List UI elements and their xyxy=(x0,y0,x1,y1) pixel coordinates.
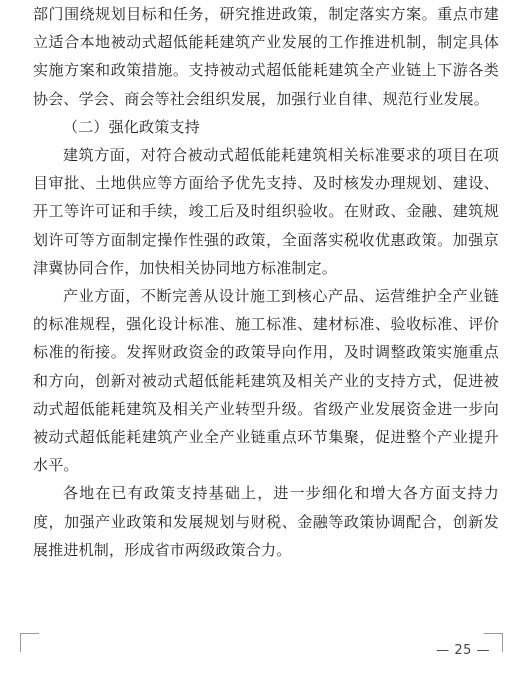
paragraph-2: 建筑方面，对符合被动式超低能耗建筑相关标准要求的项目在项目审批、土地供应等方面给予优先支持、及时核发办理规划、建设、开工等许可证和手续，竣工后及时组织验收。在财政、金融、建筑规划许可等方面制定操作性强的政策，全面落实税收优惠政策。加强京津冀协同合作，加快相关协同地方标准制定。 xyxy=(33,146,499,277)
section-heading: （二）强化政策支持 xyxy=(63,117,200,136)
paragraph-4: 各地在已有政策支持基础上，进一步细化和增大各方面支持力度，加强产业政策和发展规划与财税、金融等政策协调配合，创新发展推进机制，形成省市两级政策合力。 xyxy=(33,484,499,559)
crop-mark-bottom-left xyxy=(20,633,39,652)
page-number: — 25 — xyxy=(436,643,490,658)
paragraph-1: 部门围绕规划目标和任务，研究推进政策，制定落实方案。重点市建立适合本地被动式超低能耗建筑产业发展的工作推进机制，制定具体实施方案和政策措施。支持被动式超低能耗建筑全产业链上下游各类协会、学会、商会等社会组织发展，加强行业自律、规范行业发展。 xyxy=(33,5,499,108)
paragraph-3: 产业方面，不断完善从设计施工到核心产品、运营维护全产业链的标准规程，强化设计标准、施工标准、建材标准、验收标准、评价标准的衔接。发挥财政资金的政策导向作用，及时调整政策实施重点和方向，创新对被动式超低能耗建筑及相关产业的支持方式，促进被动式超低能耗建筑及相关产业转型升级。省级产业发展资金进一步向被动式超低能耗建筑产业全产业链重点环节集聚，促进整个产业提升水平。 xyxy=(33,287,499,475)
document-body xyxy=(33,0,499,564)
